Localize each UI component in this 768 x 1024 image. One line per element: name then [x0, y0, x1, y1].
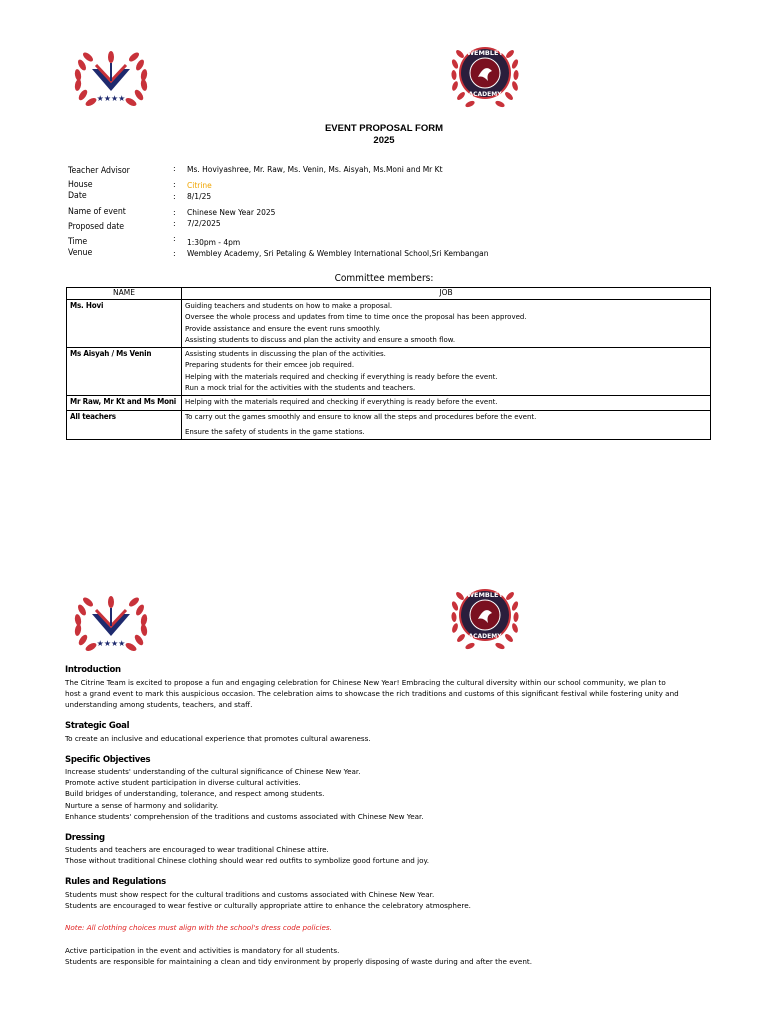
paragraph-line: Students are encouraged to wear festive or culturally appropriate attire to enhance the celebratory atmosphere.	[65, 901, 471, 911]
info-label-venue: Venue	[68, 248, 93, 258]
table-row	[67, 300, 711, 348]
info-label-event-name: Name of event	[68, 207, 126, 217]
paragraph-line: Promote active student participation in diverse cultural activities.	[65, 778, 301, 788]
job-line: Preparing students for their emcee job required.	[185, 361, 355, 370]
info-value-event-name: Chinese New Year 2025	[187, 208, 276, 217]
paragraph-line: Active participation in the event and activities is mandatory for all students.	[65, 946, 340, 955]
member-jobs	[182, 410, 711, 440]
info-label-teacher-advisor: Teacher Advisor	[68, 166, 130, 176]
svg-text:★★★★: ★★★★	[96, 94, 126, 103]
paragraph-line: The Citrine Team is excited to propose a fun and engaging celebration for Chinese New Year! Embracing the cultural diversity within our school community, we plan to	[65, 678, 666, 687]
logo-text-top: WEMBLEY	[466, 591, 504, 599]
paragraph-line: host a grand event to mark this auspicious occasion. The celebration aims to showcase the rich traditions and customs of this significant festival while fostering unity and	[65, 689, 679, 699]
paragraph-line: understanding among students, teachers, and staff.	[65, 700, 253, 710]
job-line: Helping with the materials required and checking if everything is ready before the event.	[185, 372, 498, 381]
info-colon: :	[173, 234, 176, 243]
dress-code-note: Note: All clothing choices must align with the school's dress code policies.	[65, 923, 332, 932]
member-jobs	[182, 348, 711, 396]
table-header-row	[67, 288, 711, 300]
info-label-proposed-date: Proposed date	[68, 222, 125, 232]
strategic-goal-heading: Strategic Goal	[65, 721, 130, 731]
info-value-proposed-date: 7/2/2025	[187, 219, 221, 228]
member-name: Mr Raw, Mr Kt and Ms Moni	[67, 396, 182, 410]
specific-objectives-body	[65, 766, 715, 822]
rules-body	[65, 889, 715, 911]
svg-text:★★★★: ★★★★	[96, 639, 126, 648]
member-jobs	[182, 396, 711, 410]
paragraph-line: Students and teachers are encouraged to wear traditional Chinese attire.	[65, 845, 329, 854]
job-line: Guiding teachers and students on how to make a proposal.	[185, 302, 393, 310]
introduction-heading: Introduction	[65, 665, 121, 675]
wembley-academy-logo	[440, 577, 530, 657]
col-header-name: NAME	[67, 288, 182, 300]
info-colon: :	[173, 180, 176, 189]
specific-objectives-heading: Specific Objectives	[65, 755, 151, 765]
table-row	[67, 410, 711, 440]
rules-body-continued	[65, 945, 715, 967]
introduction-body	[65, 677, 715, 711]
rules-heading: Rules and Regulations	[65, 877, 166, 887]
job-line: Ensure the safety of students in the game stations.	[185, 427, 365, 436]
logo-text-bottom: ACADEMY	[468, 633, 502, 640]
member-jobs	[182, 300, 711, 348]
job-line: Run a mock trial for the activities with the students and teachers.	[185, 384, 416, 393]
job-line: Assisting students in discussing the plan of the activities.	[185, 350, 386, 359]
strategic-goal-body	[65, 733, 715, 744]
info-value-date: 8/1/25	[187, 192, 212, 201]
info-colon: :	[173, 164, 176, 173]
form-year: 2025	[373, 135, 395, 146]
member-name: All teachers	[67, 410, 182, 440]
form-title: EVENT PROPOSAL FORM	[324, 123, 444, 134]
info-value-house: Citrine	[187, 181, 212, 190]
paragraph-line: Enhance students' comprehension of the traditions and customs associated with Chinese New Year.	[65, 811, 424, 821]
table-row	[67, 396, 711, 410]
logo-text-top: WEMBLEY	[466, 49, 504, 57]
paragraph-line: Nurture a sense of harmony and solidarity.	[65, 800, 219, 810]
paragraph-line: Students must show respect for the cultural traditions and customs associated with Chinese New Year.	[65, 890, 435, 899]
member-name: Ms Aisyah / Ms Venin	[67, 348, 182, 396]
info-label-house: House	[68, 180, 93, 190]
paragraph-line: To create an inclusive and educational experience that promotes cultural awareness.	[65, 734, 371, 743]
info-value-venue: Wembley Academy, Sri Petaling & Wembley International School,Sri Kembangan	[187, 249, 489, 258]
info-colon: :	[173, 192, 176, 201]
table-row	[67, 348, 711, 396]
committee-title: Committee members:	[334, 273, 434, 284]
info-colon: :	[173, 249, 176, 258]
info-label-time: Time	[68, 237, 88, 247]
paragraph-line: Increase students' understanding of the cultural significance of Chinese New Year.	[65, 767, 361, 776]
wembley-academy-logo	[440, 35, 530, 115]
info-value-time: 1:30pm - 4pm	[187, 238, 241, 247]
job-line: Assisting students to discuss and plan the activity and ensure a smooth flow.	[185, 335, 456, 344]
job-line: Provide assistance and ensure the event runs smoothly.	[185, 324, 381, 333]
job-line: Oversee the whole process and updates from time to time once the proposal has been approved.	[185, 313, 527, 322]
job-line: To carry out the games smoothly and ensure to know all the steps and procedures before the event.	[185, 412, 537, 421]
member-name: Ms. Hovi	[67, 300, 182, 348]
school-laurel-logo	[66, 580, 156, 660]
school-laurel-logo	[66, 35, 156, 115]
paragraph-line: Those without traditional Chinese clothing should wear red outfits to symbolize good fortune and joy.	[65, 856, 430, 866]
info-label-date: Date	[68, 191, 87, 201]
info-value-teacher-advisor: Ms. Hoviyashree, Mr. Raw, Ms. Venin, Ms. Aisyah, Ms.Moni and Mr Kt	[187, 165, 443, 174]
col-header-job: JOB	[182, 288, 711, 300]
committee-table	[66, 287, 711, 440]
info-colon: :	[173, 208, 176, 217]
logo-text-bottom: ACADEMY	[468, 91, 502, 98]
paragraph-line: Build bridges of understanding, tolerance, and respect among students.	[65, 789, 325, 799]
job-line: Helping with the materials required and checking if everything is ready before the event.	[185, 398, 498, 407]
dressing-body	[65, 844, 715, 866]
dressing-heading: Dressing	[65, 833, 105, 843]
info-colon: :	[173, 219, 176, 228]
paragraph-line: Students are responsible for maintaining a clean and tidy environment by properly disposing of waste during and after the event.	[65, 957, 533, 967]
